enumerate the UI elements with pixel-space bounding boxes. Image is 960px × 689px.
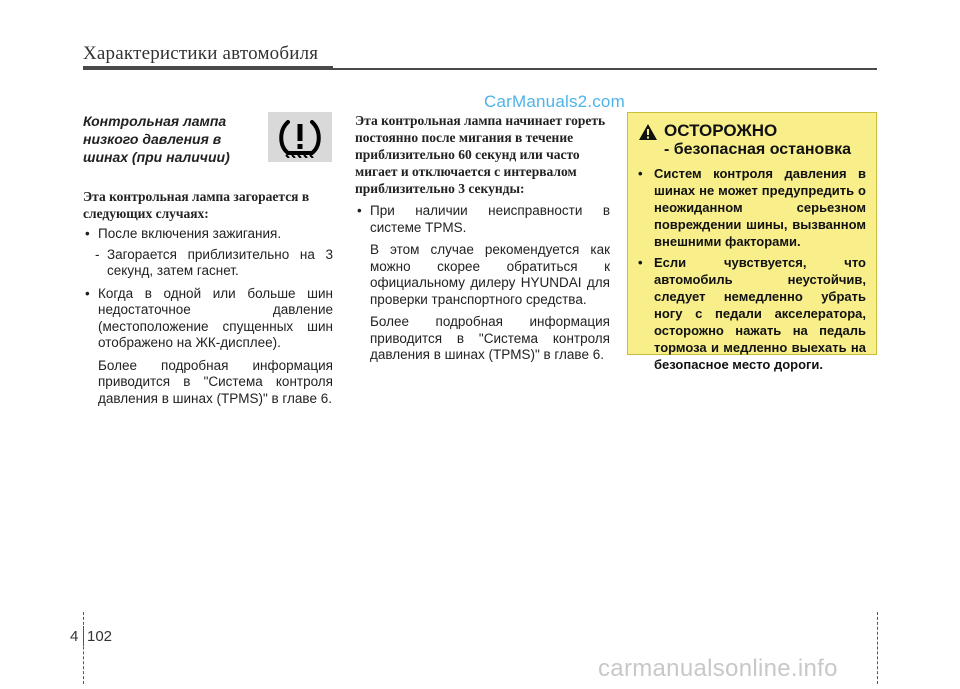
middle-column <box>355 112 610 364</box>
middle-more-info: Более подробная информация приводится в "Система контроля давления в шинах (TPMS)" в главе 6. <box>370 314 610 362</box>
tpms-warning-icon <box>268 112 332 162</box>
warning-list <box>638 165 866 373</box>
footer-margin-line-right <box>877 612 878 684</box>
middle-dealer-advice: В этом случае рекомендуется как можно скорее обратиться к официальному дилеру HYUNDAI для проверки транспортного средства. <box>370 242 610 307</box>
warning-item: • Систем контроля давления в шинах не может предупредить о неожиданном серьезном повреждении шины, вызванном внешними факторами. <box>638 165 866 250</box>
header-rule-thick <box>83 66 333 70</box>
warning-box <box>627 112 877 372</box>
section-title: Контрольная лампа низкого давления в шинах (при наличии) <box>83 113 230 165</box>
warning-item: • Если чувствуется, что автомобиль неустойчив, следует немедленно убрать ногу с педали акселератора, осторожно нажать на педаль тормоза и медленно выехать на безопасное место дороги. <box>638 254 866 373</box>
middle-bullet-malfunction: • При наличии неисправности в системе TPMS. <box>355 203 610 236</box>
warning-title: ОСТОРОЖНО <box>664 121 778 140</box>
left-more-info: Более подробная информация приводится в "Система контроля давления в шинах (TPMS)" в главе 6. <box>98 357 333 406</box>
watermark-top[interactable]: CarManuals2.com <box>484 92 625 111</box>
chapter-number: 4 <box>70 628 79 645</box>
page-number-separator <box>83 626 84 646</box>
left-bullet-ignition: • После включения зажигания. <box>83 226 333 243</box>
header-rule-thin <box>333 68 877 70</box>
left-intro: Эта контрольная лампа загорается в следующих случаях: <box>83 189 310 221</box>
warning-subtitle: - безопасная остановка <box>664 141 852 158</box>
left-bullet-low-pressure: • Когда в одной или больше шин недостаточное давление (местоположение спущенных шин отображено на ЖК-дисплее). <box>83 286 333 352</box>
footer-margin-line-left <box>83 612 84 684</box>
left-sub-text: Загорается приблизительно на 3 секунд, затем гаснет. <box>107 246 333 278</box>
watermark-bottom[interactable]: carmanualsonline.info <box>598 655 838 682</box>
page-number: 102 <box>87 628 113 645</box>
middle-intro: Эта контрольная лампа начинает гореть постоянно после мигания в течение приблизительно 60 секунд или часто мигает и отключается с интервалом приблизительно 3 секунды: <box>355 113 606 196</box>
warning-header <box>628 113 876 163</box>
page-header-title: Характеристики автомобиля <box>83 43 319 64</box>
warning-triangle-icon <box>638 123 658 141</box>
left-sub-item: - Загорается приблизительно на 3 секунд, затем гаснет. <box>95 246 333 278</box>
